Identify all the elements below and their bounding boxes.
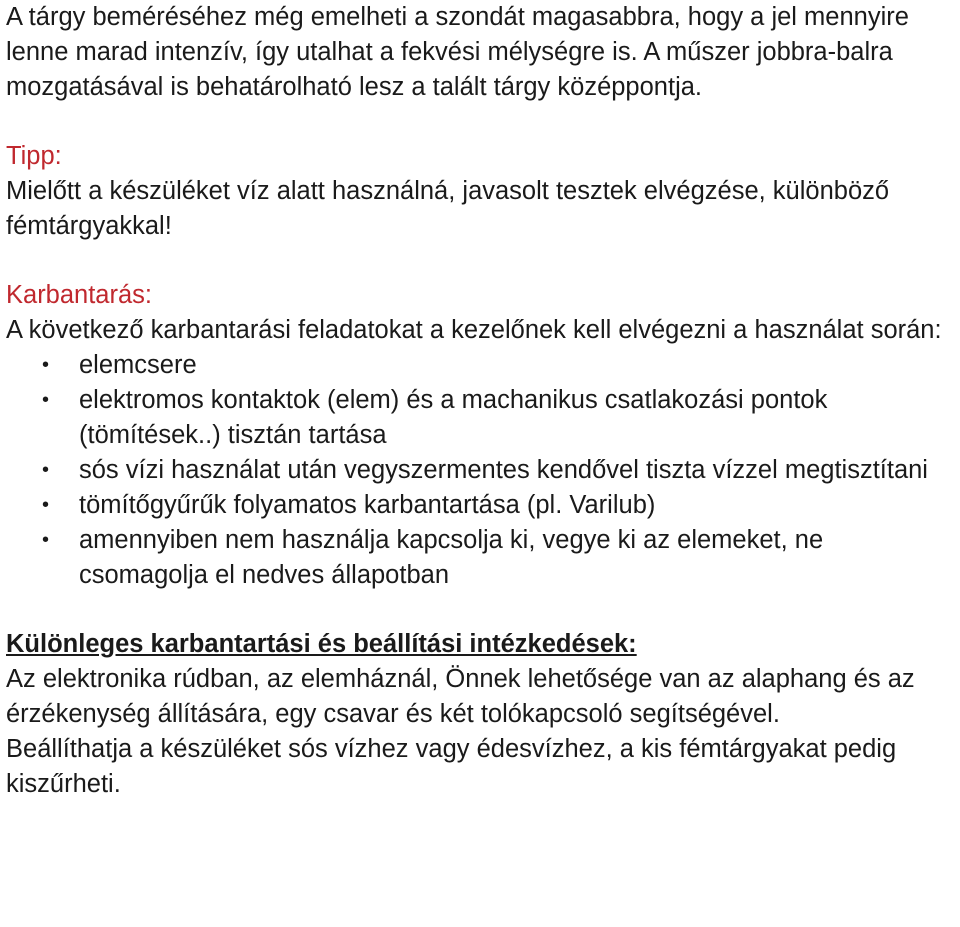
bullet-icon: • [42, 529, 50, 551]
list-item-text: sós vízi használat után vegyszermentes kendővel tiszta vízzel megtisztítani [79, 456, 928, 484]
list-item-text: amennyiben nem használja kapcsolja ki, vegye ki az elemeket, ne csomagolja el nedves állapotban [79, 526, 824, 589]
bullet-icon: • [42, 494, 50, 516]
list-item-text: elemcsere [79, 351, 197, 379]
special-heading: Különleges karbantartási és beállítási intézkedések: [6, 630, 637, 658]
list-item [6, 453, 954, 488]
maintenance-list [6, 348, 954, 593]
list-item-text: elektromos kontaktok (elem) és a machanikus csatlakozási pontok (tömítések..) tisztán tartása [79, 386, 828, 449]
bullet-icon: • [42, 354, 50, 376]
list-item [6, 523, 954, 593]
special-paragraph-1: Az elektronika rúdban, az elemháznál, Önnek lehetősége van az alaphang és az érzékenység állítására, egy csavar és két tolókapcsoló segítségével. [6, 665, 915, 728]
list-item [6, 348, 954, 383]
maintenance-section [6, 278, 954, 593]
list-item [6, 383, 954, 453]
maintenance-intro: A következő karbantarási feladatokat a kezelőnek kell elvégezni a használat során: [6, 316, 942, 344]
bullet-icon: • [42, 459, 50, 481]
tip-heading: Tipp: [6, 142, 62, 170]
intro-paragraph: A tárgy beméréséhez még emelheti a szondát magasabbra, hogy a jel mennyire lenne marad intenzív, így utalhat a fekvési mélységre is. A műszer jobbra-balra mozgatásával is behatárolható lesz a talált tárgy középpontja. [6, 3, 909, 101]
list-item [6, 488, 954, 523]
tip-text: Mielőtt a készüléket víz alatt használná, javasolt tesztek elvégzése, különböző fémtárgyakkal! [6, 177, 890, 240]
bullet-icon: • [42, 389, 50, 411]
special-paragraph-2: Beállíthatja a készüléket sós vízhez vagy édesvízhez, a kis fémtárgyakat pedig kiszűrheti. [6, 735, 897, 798]
tip-section [6, 139, 954, 244]
special-section [6, 627, 954, 802]
list-item-text: tömítőgyűrűk folyamatos karbantartása (pl. Varilub) [79, 491, 656, 519]
maintenance-heading: Karbantarás: [6, 281, 153, 309]
